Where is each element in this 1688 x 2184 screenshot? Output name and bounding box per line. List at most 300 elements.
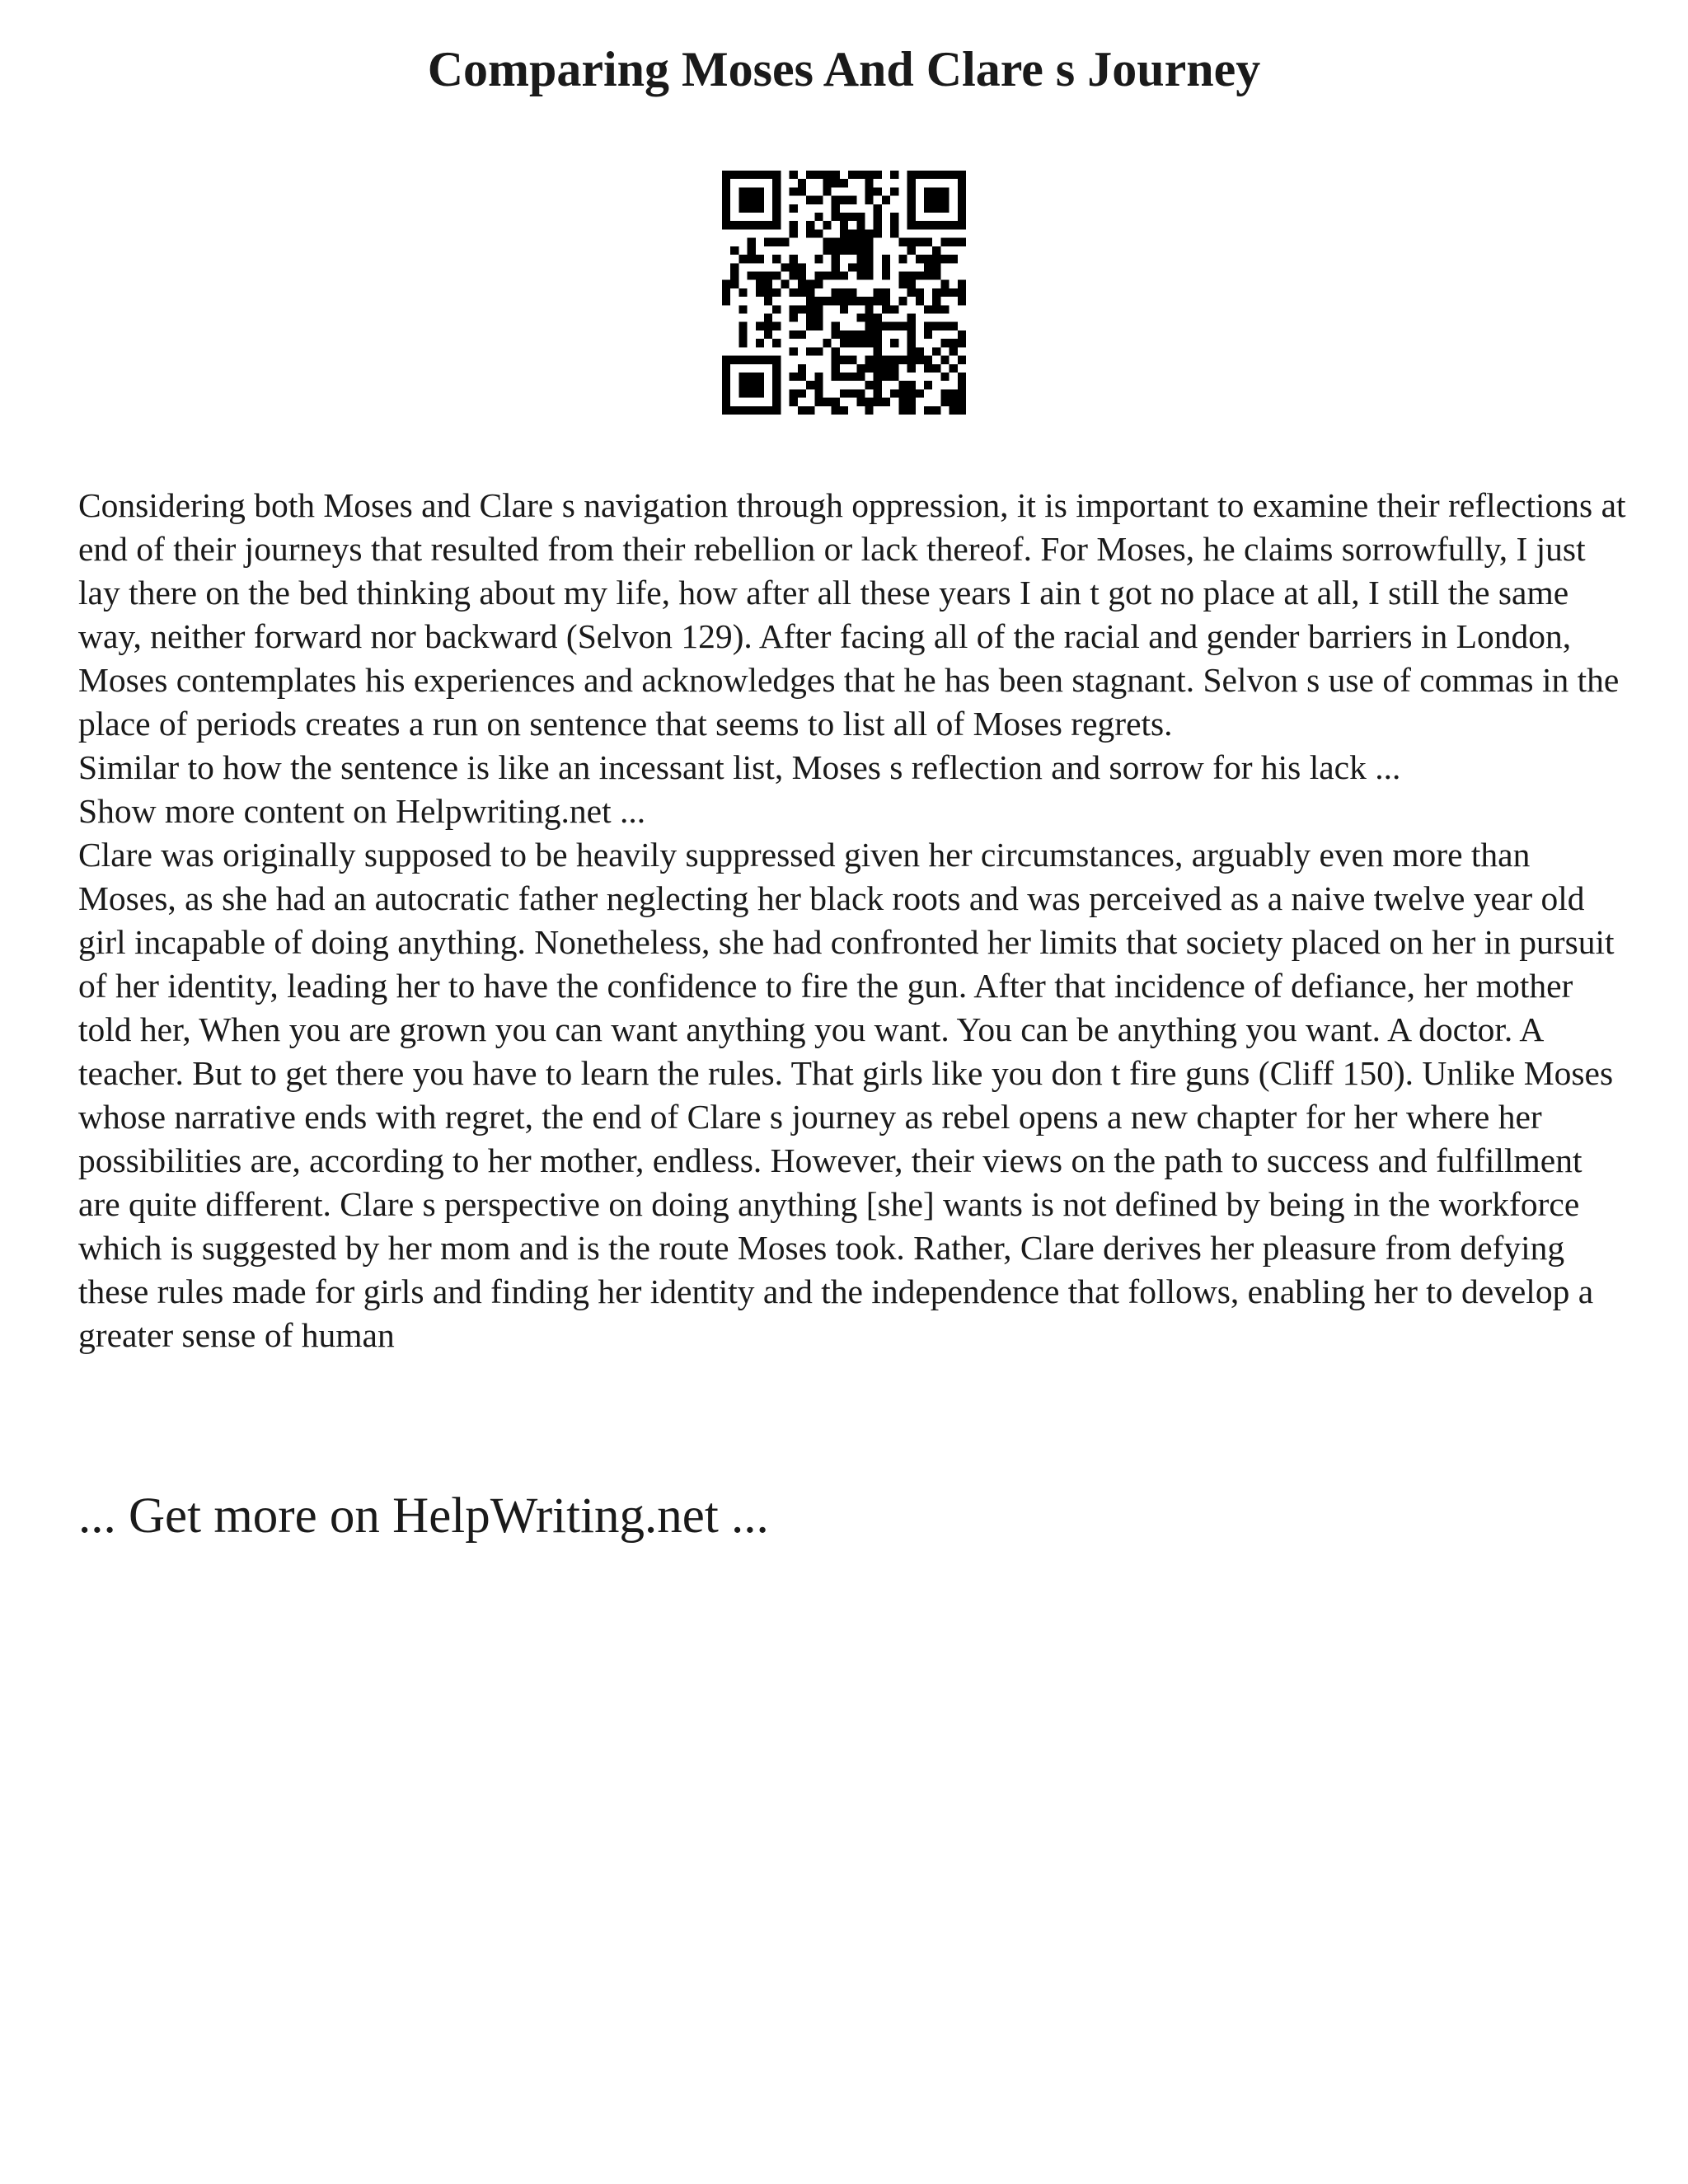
qr-module — [806, 196, 814, 204]
qr-module — [738, 339, 747, 347]
qr-module — [756, 280, 764, 288]
get-more-link[interactable]: ... Get more on HelpWriting.net ... — [78, 1488, 769, 1544]
qr-module — [874, 213, 882, 221]
qr-module — [722, 213, 730, 221]
qr-module — [916, 221, 924, 229]
qr-module — [832, 364, 840, 373]
qr-module — [924, 271, 932, 279]
qr-module — [958, 221, 966, 229]
qr-module — [907, 246, 916, 255]
qr-module — [856, 364, 865, 373]
qr-module — [958, 288, 966, 297]
qr-module — [772, 305, 781, 313]
qr-module — [924, 238, 932, 246]
qr-module — [772, 204, 781, 213]
qr-module — [748, 381, 756, 389]
qr-module — [932, 322, 940, 330]
qr-module — [940, 187, 949, 195]
qr-module — [814, 373, 823, 381]
qr-module — [832, 271, 840, 279]
qr-module — [907, 187, 916, 195]
qr-module — [848, 196, 856, 204]
qr-module — [874, 364, 882, 373]
qr-module — [790, 271, 798, 279]
qr-module — [940, 221, 949, 229]
qr-module — [907, 339, 916, 347]
qr-module — [874, 381, 882, 389]
qr-module — [907, 322, 916, 330]
qr-module — [950, 255, 958, 263]
qr-module — [738, 187, 747, 195]
qr-module — [823, 271, 831, 279]
qr-module — [874, 398, 882, 406]
qr-module — [790, 330, 798, 339]
qr-module — [940, 196, 949, 204]
qr-module — [882, 305, 890, 313]
page-title: Comparing Moses And Clare s Journey — [427, 42, 1261, 96]
qr-module — [865, 196, 874, 204]
qr-module — [814, 347, 823, 355]
qr-module — [806, 221, 814, 229]
qr-module — [756, 339, 764, 347]
qr-module — [865, 179, 874, 187]
qr-module — [890, 187, 898, 195]
qr-module — [874, 187, 882, 195]
qr-module — [898, 356, 907, 364]
qr-module — [865, 271, 874, 279]
qr-module — [882, 297, 890, 305]
qr-module — [856, 398, 865, 406]
qr-module — [781, 263, 789, 271]
qr-module — [856, 271, 865, 279]
qr-module — [832, 398, 840, 406]
qr-module — [865, 229, 874, 237]
qr-module — [907, 171, 916, 179]
qr-module — [814, 389, 823, 397]
qr-module — [722, 280, 730, 288]
qr-module — [772, 322, 781, 330]
qr-module — [924, 221, 932, 229]
qr-module — [722, 406, 730, 415]
qr-module — [738, 330, 747, 339]
qr-module — [823, 179, 831, 187]
qr-module — [764, 280, 772, 288]
qr-module — [722, 373, 730, 381]
qr-module — [756, 381, 764, 389]
qr-module — [848, 389, 856, 397]
qr-module — [832, 288, 840, 297]
qr-module — [932, 347, 940, 355]
paragraph: Considering both Moses and Clare s navigation through oppression, it is important to examine their reflections at end of their journeys that resulted from their rebellion or lack thereof. For Moses, he claims sorrowfully, I just lay there on the bed thinking about my life, how after all these years I ain t got no place at all, I still the same way, neither forward nor backward (Selvon 129). After facing all of the racial and gender barriers in London, Moses contemplates his experiences and acknowledges that he has been stagnant. Selvon s use of commas in the place of periods creates a run on sentence that seems to list all of Moses regrets. — [78, 486, 1626, 743]
qr-module — [814, 280, 823, 288]
qr-module — [958, 196, 966, 204]
qr-module — [890, 356, 898, 364]
qr-module — [756, 271, 764, 279]
qr-module — [932, 364, 940, 373]
qr-module — [916, 347, 924, 355]
qr-module — [722, 356, 730, 364]
qr-module — [790, 263, 798, 271]
qr-module — [890, 229, 898, 237]
qr-module — [958, 171, 966, 179]
qr-module — [806, 229, 814, 237]
qr-module — [950, 339, 958, 347]
qr-module — [932, 271, 940, 279]
qr-module — [848, 171, 856, 179]
qr-module — [924, 255, 932, 263]
qr-module — [890, 213, 898, 221]
qr-module — [756, 322, 764, 330]
qr-module — [806, 171, 814, 179]
qr-module — [722, 398, 730, 406]
qr-module — [890, 389, 898, 397]
qr-module — [840, 330, 848, 339]
qr-module — [907, 196, 916, 204]
qr-module — [898, 271, 907, 279]
qr-module — [764, 171, 772, 179]
qr-module — [832, 196, 840, 204]
qr-module — [772, 373, 781, 381]
qr-module — [738, 221, 747, 229]
qr-module — [856, 263, 865, 271]
qr-module — [738, 406, 747, 415]
qr-module — [823, 187, 831, 195]
qr-module — [832, 373, 840, 381]
qr-module — [890, 305, 898, 313]
qr-module — [832, 297, 840, 305]
qr-module — [940, 389, 949, 397]
qr-module — [806, 280, 814, 288]
qr-module — [840, 288, 848, 297]
qr-module — [865, 339, 874, 347]
qr-module — [958, 187, 966, 195]
qr-module — [806, 288, 814, 297]
qr-module — [940, 305, 949, 313]
qr-module — [798, 364, 806, 373]
qr-module — [814, 322, 823, 330]
qr-module — [907, 330, 916, 339]
qr-module — [790, 347, 798, 355]
qr-module — [848, 213, 856, 221]
qr-module — [772, 213, 781, 221]
qr-module — [798, 263, 806, 271]
qr-module — [907, 406, 916, 415]
qr-module — [772, 179, 781, 187]
paragraph: Clare was originally supposed to be heavily suppressed given her circumstances, arguably even more than Moses, as she had an autocratic father neglecting her black roots and was perceived as a naive twelve year old girl incapable of doing anything. Nonetheless, she had confronted her limits that society placed on her in pursuit of her identity, leading her to have the confidence to fire the gun. After that incidence of defiance, her mother told her, When you are grown you can want anything you want. You can be anything you want. A doctor. A teacher. But to get there you have to learn the rules. That girls like you don t fire guns (Cliff 150). Unlike Moses whose narrative ends with regret, the end of Clare s journey as rebel opens a new chapter for her where her possibilities are, according to her mother, endless. However, their views on the path to success and fulfillment are quite different. Clare s perspective on doing anything [she] wants is not defined by being in the workforce which is suggested by her mom and is the route Moses took. Rather, Clare derives her pleasure from defying these rules made for girls and finding her identity and the independence that follows, enabling her to develop a greater sense of human — [78, 836, 1615, 1354]
qr-module — [764, 238, 772, 246]
qr-module — [958, 398, 966, 406]
qr-module — [907, 398, 916, 406]
show-more-link[interactable]: Show more content on Helpwriting.net ... — [78, 792, 646, 830]
qr-module — [907, 314, 916, 322]
qr-module — [932, 406, 940, 415]
qr-module — [848, 288, 856, 297]
qr-module — [856, 238, 865, 246]
qr-module — [832, 238, 840, 246]
qr-module — [748, 187, 756, 195]
qr-module — [781, 238, 789, 246]
qr-module — [814, 297, 823, 305]
qr-module — [738, 389, 747, 397]
qr-module — [756, 356, 764, 364]
qr-module — [848, 263, 856, 271]
qr-module — [764, 297, 772, 305]
qr-module — [916, 288, 924, 297]
qr-module — [932, 288, 940, 297]
qr-module — [898, 238, 907, 246]
qr-module — [865, 246, 874, 255]
paragraph: Similar to how the sentence is like an incessant list, Moses s reflection and sorrow for his lack ... — [78, 748, 1401, 786]
qr-module — [738, 381, 747, 389]
qr-module — [856, 389, 865, 397]
qr-module — [874, 297, 882, 305]
qr-module — [772, 271, 781, 279]
qr-module — [856, 246, 865, 255]
qr-module — [865, 330, 874, 339]
qr-module — [898, 255, 907, 263]
qr-module — [764, 271, 772, 279]
qr-module — [882, 196, 890, 204]
qr-module — [832, 255, 840, 263]
qr-module — [882, 373, 890, 381]
qr-module — [865, 314, 874, 322]
qr-module — [840, 305, 848, 313]
qr-module — [738, 305, 747, 313]
qr-module — [748, 196, 756, 204]
qr-module — [840, 373, 848, 381]
qr-module — [907, 356, 916, 364]
qr-module — [806, 381, 814, 389]
qr-module — [924, 187, 932, 195]
qr-module — [874, 322, 882, 330]
qr-module — [756, 221, 764, 229]
qr-module — [940, 373, 949, 381]
qr-module — [950, 406, 958, 415]
qr-module — [856, 339, 865, 347]
qr-module — [848, 246, 856, 255]
qr-module — [748, 246, 756, 255]
qr-module — [738, 204, 747, 213]
qr-module — [722, 288, 730, 297]
qr-code-graphic — [722, 171, 966, 415]
qr-module — [890, 339, 898, 347]
qr-module — [924, 263, 932, 271]
qr-module — [865, 356, 874, 364]
qr-module — [772, 398, 781, 406]
qr-module — [958, 389, 966, 397]
qr-module — [722, 389, 730, 397]
qr-module — [950, 288, 958, 297]
qr-module — [790, 288, 798, 297]
qr-module — [772, 221, 781, 229]
qr-module — [898, 280, 907, 288]
qr-module — [940, 398, 949, 406]
qr-module — [764, 314, 772, 322]
qr-module — [874, 288, 882, 297]
qr-module — [814, 305, 823, 313]
qr-module — [907, 221, 916, 229]
qr-module — [814, 196, 823, 204]
qr-module — [865, 322, 874, 330]
qr-module — [832, 263, 840, 271]
qr-module — [932, 255, 940, 263]
qr-module — [950, 389, 958, 397]
qr-module — [848, 330, 856, 339]
qr-module — [730, 280, 738, 288]
qr-module — [823, 297, 831, 305]
qr-module — [916, 271, 924, 279]
qr-module — [730, 246, 738, 255]
qr-module — [764, 356, 772, 364]
qr-module — [907, 347, 916, 355]
qr-code-icon — [722, 171, 966, 415]
qr-module — [856, 314, 865, 322]
qr-module — [890, 373, 898, 381]
qr-module — [898, 389, 907, 397]
qr-module — [907, 364, 916, 373]
qr-module — [848, 297, 856, 305]
qr-module — [832, 171, 840, 179]
qr-module — [814, 271, 823, 279]
qr-module — [898, 406, 907, 415]
qr-module — [924, 322, 932, 330]
qr-module — [790, 389, 798, 397]
qr-module — [748, 406, 756, 415]
qr-module — [756, 288, 764, 297]
qr-module — [882, 398, 890, 406]
qr-module — [958, 238, 966, 246]
qr-module — [958, 213, 966, 221]
qr-module — [722, 381, 730, 389]
qr-module — [874, 389, 882, 397]
qr-module — [865, 297, 874, 305]
qr-module — [790, 255, 798, 263]
qr-module — [882, 322, 890, 330]
qr-module — [832, 330, 840, 339]
qr-module — [840, 179, 848, 187]
qr-module — [856, 229, 865, 237]
qr-module — [958, 381, 966, 389]
qr-module — [730, 263, 738, 271]
qr-module — [790, 305, 798, 313]
qr-module — [832, 246, 840, 255]
qr-module — [748, 271, 756, 279]
qr-module — [950, 171, 958, 179]
qr-module — [832, 406, 840, 415]
qr-module — [790, 204, 798, 213]
qr-module — [790, 229, 798, 237]
qr-module — [856, 171, 865, 179]
qr-module — [916, 171, 924, 179]
qr-module — [722, 204, 730, 213]
qr-module — [748, 171, 756, 179]
qr-module — [950, 347, 958, 355]
qr-module — [840, 213, 848, 221]
qr-module — [798, 187, 806, 195]
qr-module — [924, 171, 932, 179]
qr-module — [823, 398, 831, 406]
qr-module — [932, 246, 940, 255]
qr-module — [924, 204, 932, 213]
qr-module — [874, 330, 882, 339]
qr-module — [848, 339, 856, 347]
qr-module — [790, 398, 798, 406]
qr-module — [806, 305, 814, 313]
qr-module — [865, 171, 874, 179]
qr-module — [798, 330, 806, 339]
qr-module — [940, 339, 949, 347]
qr-module — [874, 347, 882, 355]
qr-module — [907, 280, 916, 288]
qr-module — [764, 288, 772, 297]
qr-module — [907, 389, 916, 397]
qr-module — [874, 171, 882, 179]
qr-module — [916, 238, 924, 246]
qr-module — [798, 389, 806, 397]
qr-module — [806, 297, 814, 305]
qr-module — [898, 322, 907, 330]
qr-module — [840, 339, 848, 347]
qr-module — [856, 221, 865, 229]
qr-module — [738, 356, 747, 364]
qr-module — [848, 356, 856, 364]
qr-module — [772, 381, 781, 389]
qr-module — [790, 373, 798, 381]
qr-module — [932, 196, 940, 204]
qr-module — [898, 297, 907, 305]
qr-module — [940, 322, 949, 330]
qr-module — [907, 213, 916, 221]
qr-module — [806, 322, 814, 330]
qr-module — [823, 339, 831, 347]
qr-module — [950, 221, 958, 229]
qr-module — [814, 381, 823, 389]
qr-module — [856, 330, 865, 339]
qr-module — [874, 356, 882, 364]
qr-module — [748, 238, 756, 246]
qr-module — [932, 297, 940, 305]
qr-module — [848, 373, 856, 381]
qr-module — [932, 204, 940, 213]
qr-module — [874, 221, 882, 229]
qr-module — [781, 280, 789, 288]
qr-module — [823, 238, 831, 246]
qr-module — [738, 171, 747, 179]
qr-module — [798, 179, 806, 187]
qr-module — [814, 314, 823, 322]
qr-module — [856, 297, 865, 305]
qr-module — [890, 171, 898, 179]
qr-module — [958, 297, 966, 305]
qr-module — [748, 356, 756, 364]
qr-module — [924, 406, 932, 415]
qr-module — [924, 356, 932, 364]
qr-module — [932, 171, 940, 179]
qr-module — [748, 204, 756, 213]
qr-module — [882, 364, 890, 373]
qr-module — [865, 263, 874, 271]
qr-module — [865, 255, 874, 263]
qr-module — [814, 398, 823, 406]
qr-module — [907, 238, 916, 246]
qr-module — [722, 179, 730, 187]
qr-module — [738, 288, 747, 297]
article-body — [78, 484, 1628, 1357]
qr-module — [874, 229, 882, 237]
qr-module — [907, 271, 916, 279]
qr-module — [756, 187, 764, 195]
qr-module — [756, 406, 764, 415]
